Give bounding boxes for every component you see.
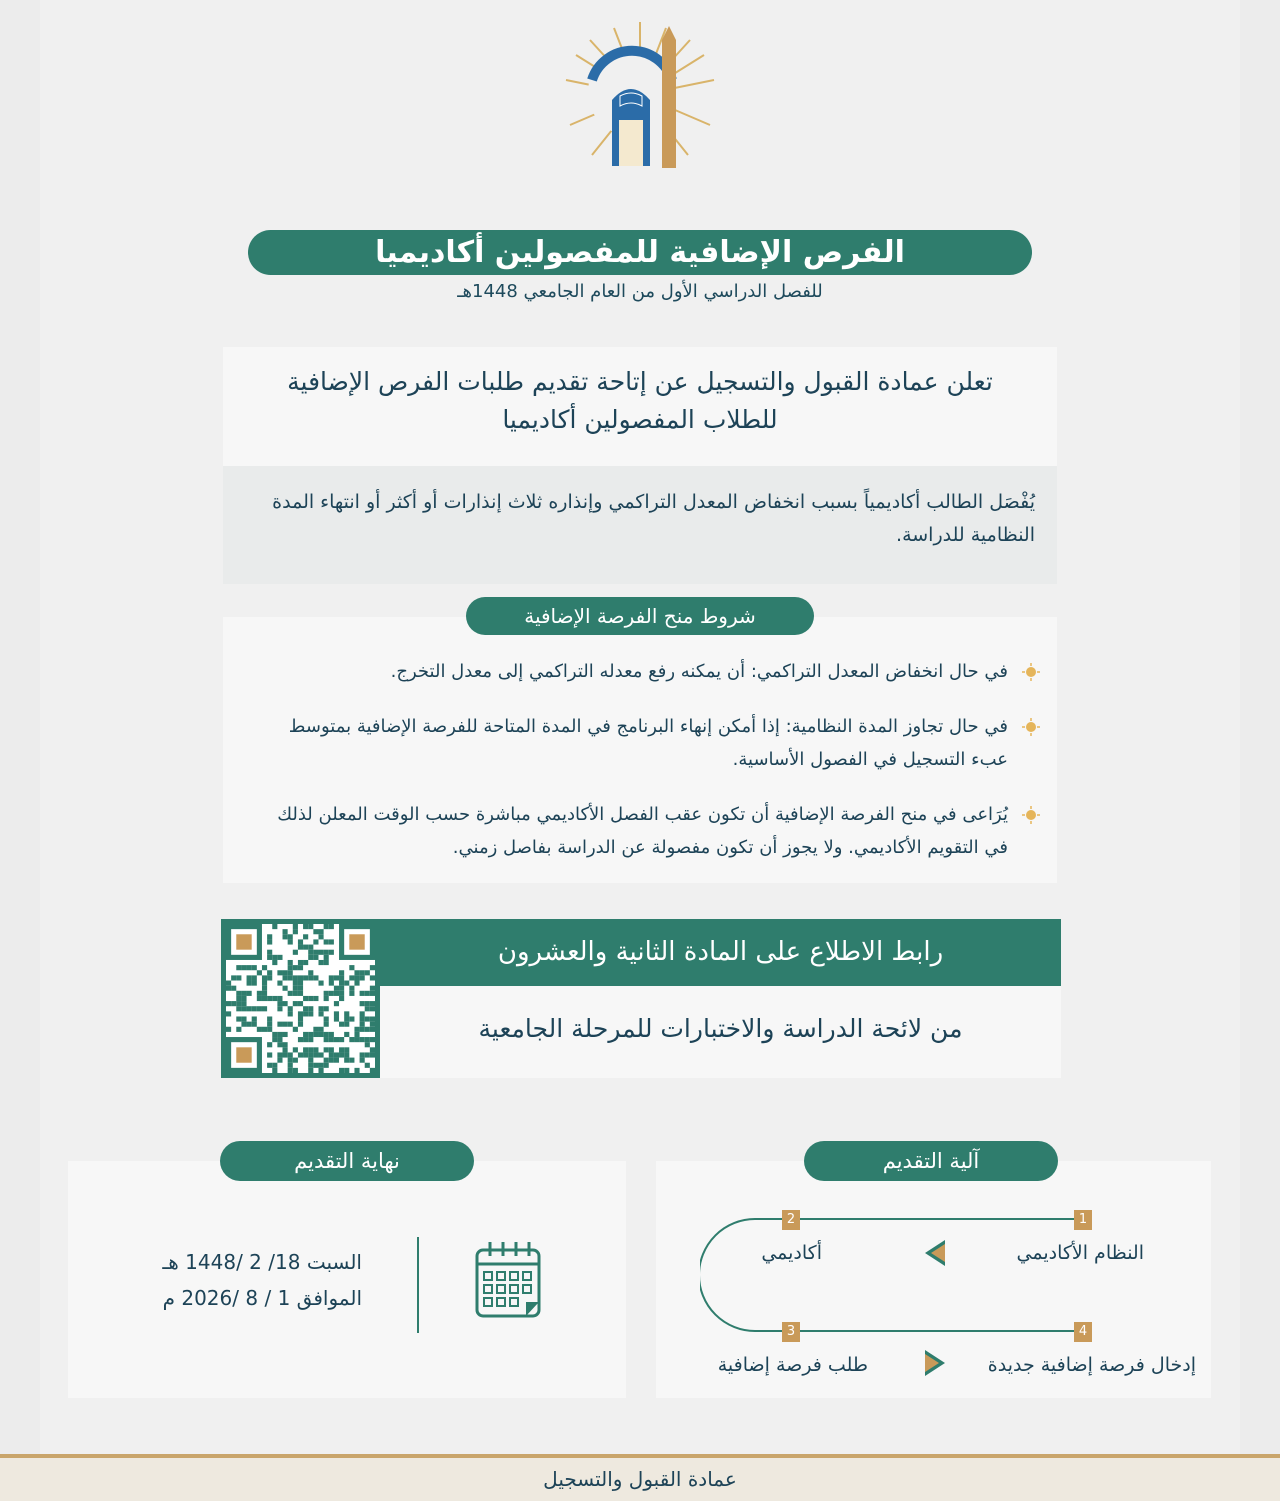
deadline-box bbox=[68, 1161, 626, 1398]
deadline-gregorian-date: الموافق 1 / 8 /2026 م bbox=[162, 1286, 362, 1310]
arrow-left-icon bbox=[921, 1240, 945, 1266]
deadline-hijri-date: السبت 18/ 2 /1448 هـ bbox=[162, 1250, 362, 1274]
deadline-title: نهاية التقديم bbox=[220, 1141, 474, 1181]
university-logo bbox=[562, 20, 718, 170]
sun-bullet-icon bbox=[1022, 718, 1040, 736]
sun-bullet-icon bbox=[1022, 806, 1040, 824]
step-2-number: 2 bbox=[782, 1210, 800, 1230]
regulation-link-heading: رابط الاطلاع على المادة الثانية والعشرون bbox=[380, 919, 1061, 986]
calendar-icon bbox=[474, 1240, 542, 1320]
step-4-label: إدخال فرصة إضافية جديدة bbox=[987, 1354, 1196, 1376]
announcement-line-2: للطلاب المفصولين أكاديميا bbox=[502, 405, 778, 434]
sun-bullet-icon bbox=[1022, 663, 1040, 681]
mechanism-title: آلية التقديم bbox=[804, 1141, 1058, 1181]
deadline-divider bbox=[417, 1237, 419, 1333]
step-1-number: 1 bbox=[1074, 1210, 1092, 1230]
condition-item bbox=[250, 655, 1040, 688]
condition-item bbox=[250, 798, 1040, 864]
mechanism-flow-lines bbox=[700, 1205, 1100, 1345]
condition-item bbox=[250, 710, 1040, 776]
regulation-link-subheading: من لائحة الدراسة والاختبارات للمرحلة الجامعية bbox=[478, 1014, 963, 1043]
footer-label: عمادة القبول والتسجيل bbox=[0, 1458, 1280, 1501]
step-3-label: طلب فرصة إضافية bbox=[717, 1354, 868, 1376]
dismissal-text: يُفْصَل الطالب أكاديمياً بسبب انخفاض المعدل التراكمي وإنذاره ثلاث إنذارات أو أكثر أو انتهاء المدة النظامية للدراسة. bbox=[223, 466, 1057, 584]
condition-text: في حال انخفاض المعدل التراكمي: أن يمكنه رفع معدله التراكمي إلى معدل التخرج. bbox=[390, 661, 1008, 682]
arrow-right-icon bbox=[925, 1350, 949, 1376]
condition-text: يُرَاعى في منح الفرصة الإضافية أن تكون عقب الفصل الأكاديمي مباشرة حسب الوقت المعلن لذلك في التقويم الأكاديمي. ولا يجوز أن تكون مفصولة عن الدراسة بفاصل زمني. bbox=[277, 804, 1008, 858]
step-2-label: أكاديمي bbox=[761, 1242, 822, 1264]
announcement-line-1: تعلن عمادة القبول والتسجيل عن إتاحة تقديم طلبات الفرص الإضافية bbox=[287, 367, 993, 396]
conditions-list bbox=[250, 655, 1040, 886]
qr-code[interactable] bbox=[226, 924, 375, 1073]
announcement-box bbox=[223, 347, 1057, 466]
page-title: الفرص الإضافية للمفصولين أكاديميا bbox=[248, 230, 1032, 275]
page-subtitle: للفصل الدراسي الأول من العام الجامعي 1448هـ bbox=[457, 281, 823, 302]
step-1-label: النظام الأكاديمي bbox=[1016, 1242, 1144, 1264]
condition-text: في حال تجاوز المدة النظامية: إذا أمكن إنهاء البرنامج في المدة المتاحة للفرصة الإضافية بمتوسط عبء التسجيل في الفصول الأساسية. bbox=[288, 716, 1008, 770]
conditions-title: شروط منح الفرصة الإضافية bbox=[466, 597, 814, 635]
step-3-number: 3 bbox=[782, 1322, 800, 1342]
step-4-number: 4 bbox=[1074, 1322, 1092, 1342]
